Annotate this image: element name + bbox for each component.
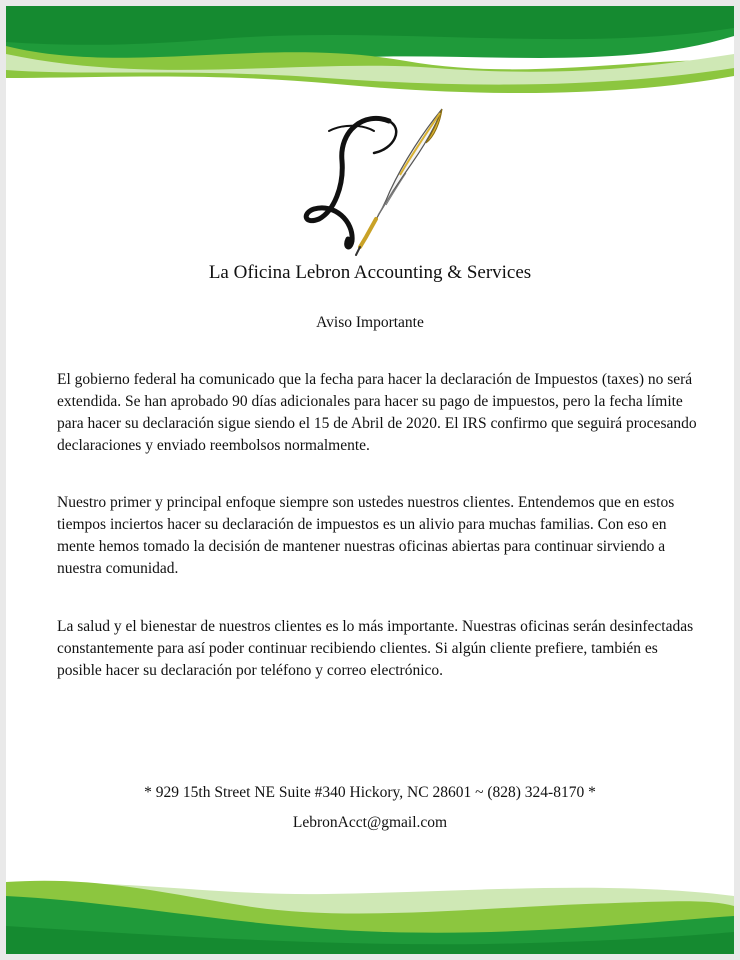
notice-title: Aviso Importante (316, 314, 424, 331)
footer-address: * 929 15th Street NE Suite #340 Hickory, NC 28601 ~ (828) 324-8170 * (144, 784, 596, 801)
script-l-quill-logo (294, 101, 454, 261)
paragraph-deadline: El gobierno federal ha comunicado que la fecha para hacer la declaración de Impuestos (taxes) no será extendida. Se han aprobado 90 días adicionales para hacer su pago de impuestos, pero la fecha límite para hacer su declaración sigue siendo el 15 de Abril de 2020. El IRS confirmo que seguirá procesando declaraciones y enviado reembolsos normalmente. (57, 371, 697, 454)
footer-email: LebronAcct@gmail.com (292, 814, 448, 831)
paragraph-clients-focus: Nuestro primer y principal enfoque siempre son ustedes nuestros clientes. Entendemos que en estos tiempos inciertos hacer su declaración de impuestos es un alivio para muchas familias. Con eso en mente hemos tomado la decisión de mantener nuestras oficinas abiertas para continuar sirviendo a nuestra comunidad. (57, 494, 675, 577)
bottom-wave-decoration (6, 866, 734, 954)
quill-pen-icon (356, 109, 442, 255)
top-wave-decoration (6, 6, 734, 106)
script-l-letter (306, 118, 396, 247)
company-name: La Oficina Lebron Accounting & Services (208, 262, 532, 283)
paragraph-health-safety: La salud y el bienestar de nuestros clientes es lo más importante. Nuestras oficinas serán desinfectadas constantemente para así poder continuar recibiendo clientes. Si algún cliente prefiere, también es posible hacer su declaración por teléfono y correo electrónico. (57, 618, 694, 679)
letter-page (6, 6, 734, 954)
